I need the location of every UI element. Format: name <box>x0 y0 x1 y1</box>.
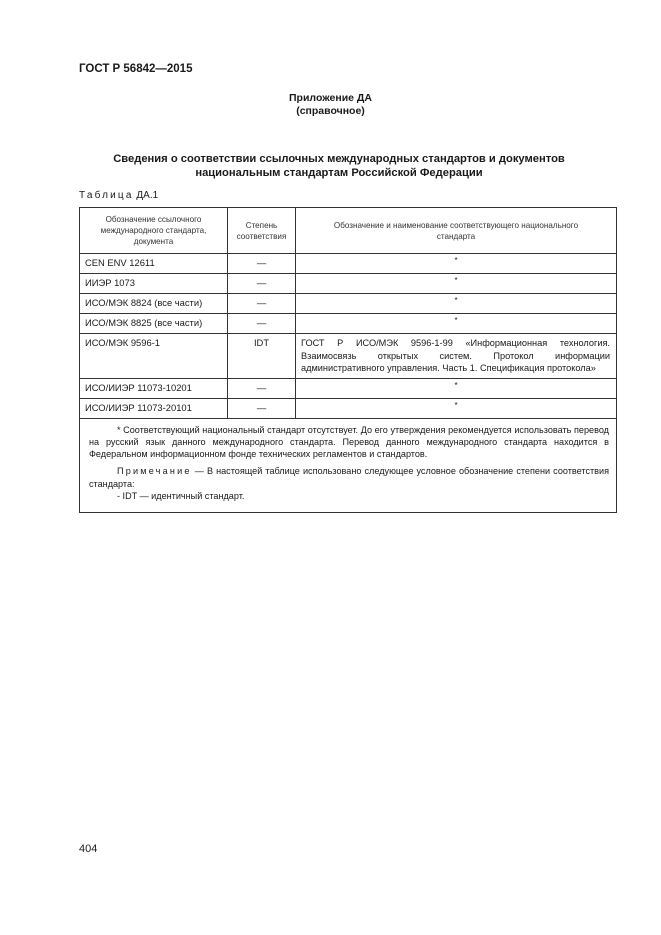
table-row <box>80 378 617 398</box>
note-paragraph <box>89 465 609 490</box>
note-item: - IDT — идентичный стандарт. <box>117 490 245 501</box>
document-heading <box>80 152 598 180</box>
heading-line-1: Сведения о соответствии ссылочных международных стандартов и документов <box>113 153 565 165</box>
table-footnote <box>80 418 617 513</box>
column-header-national: Обозначение и наименование соответствующего национального стандарта <box>296 208 617 254</box>
table-row <box>80 254 617 274</box>
table-caption-word: Таблица <box>79 190 134 201</box>
table-row <box>80 314 617 334</box>
cell-reference: ИСО/ИИЭР 11073-20101 <box>80 398 228 418</box>
cell-degree: IDT <box>228 334 296 379</box>
table-row <box>80 334 617 379</box>
cell-degree: — <box>228 254 296 274</box>
table-header-row <box>80 208 617 254</box>
cell-national: * <box>296 274 617 294</box>
cell-degree: — <box>228 398 296 418</box>
correspondence-table <box>79 207 617 513</box>
cell-degree: — <box>228 378 296 398</box>
cell-national: * <box>296 314 617 334</box>
cell-reference: ИИЭР 1073 <box>80 274 228 294</box>
column-header-reference: Обозначение ссылочного международного стандарта, документа <box>80 208 228 254</box>
cell-degree: — <box>228 294 296 314</box>
table-row <box>80 294 617 314</box>
appendix-title: Приложение ДА <box>289 92 372 104</box>
cell-reference: ИСО/МЭК 9596-1 <box>80 334 228 379</box>
cell-national: ГОСТ Р ИСО/МЭК 9596-1-99 «Информационная технология. Взаимосвязь открытых систем. Протокол информации административного управления. Часть 1. Спецификация протокола» <box>296 334 617 379</box>
table-row <box>80 398 617 418</box>
cell-degree: — <box>228 314 296 334</box>
cell-reference: ИСО/МЭК 8824 (все части) <box>80 294 228 314</box>
cell-national: * <box>296 294 617 314</box>
cell-national: * <box>296 254 617 274</box>
cell-national: * <box>296 378 617 398</box>
cell-reference: ИСО/ИИЭР 11073-10201 <box>80 378 228 398</box>
footnote-text: * Соответствующий национальный стандарт отсутствует. До его утверждения рекомендуется использовать перевод на русский язык данного международного стандарта. Перевод данного международного стандарта находится в Федеральном информационном фонде технических регламентов и стандартов. <box>89 424 609 460</box>
table-caption <box>79 190 158 201</box>
cell-reference: ИСО/МЭК 8825 (все части) <box>80 314 228 334</box>
appendix-subtitle: (справочное) <box>296 105 365 117</box>
note-text: — В настоящей таблице использовано следующее условное обозначение степени соответствия стандарта: <box>89 466 609 489</box>
table-row <box>80 274 617 294</box>
heading-line-2: национальным стандартам Российской Федерации <box>195 167 483 179</box>
column-header-degree: Степень соответствия <box>228 208 296 254</box>
standard-number: ГОСТ Р 56842—2015 <box>79 63 193 75</box>
cell-degree: — <box>228 274 296 294</box>
page-number: 404 <box>79 843 98 855</box>
cell-reference: CEN ENV 12611 <box>80 254 228 274</box>
cell-national: * <box>296 398 617 418</box>
table-caption-number: ДА.1 <box>136 190 159 201</box>
table-footnote-row <box>80 418 617 513</box>
note-label: Примечание <box>117 466 192 477</box>
